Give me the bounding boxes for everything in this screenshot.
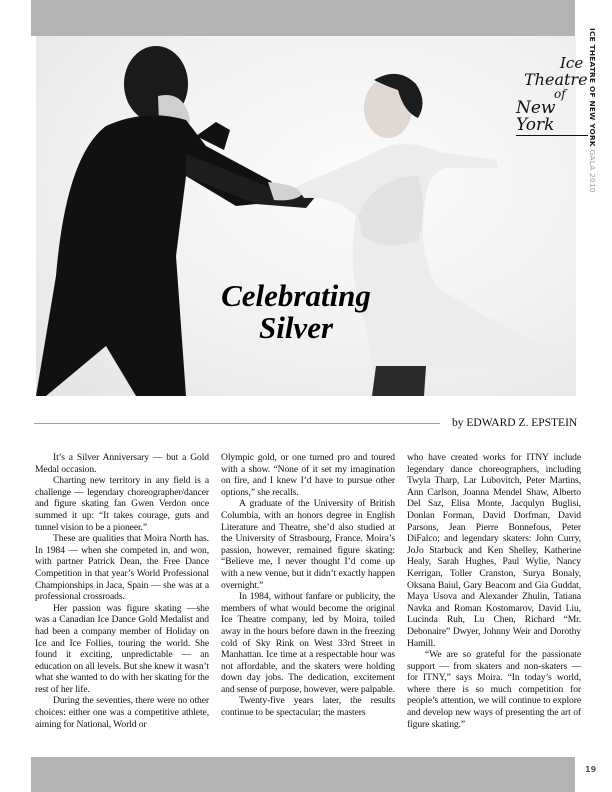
logo-word-ice: Ice [560, 54, 584, 72]
paragraph: During the seventies, there were no other choices: either one was a competitive athlete, aiming for National, World or [35, 695, 209, 730]
running-header-event: GALA 2010 [588, 149, 597, 193]
paragraph: “We are so grateful for the passionate support — from skaters and non-skaters — for ITNY,” says Moira. “In today’s world, where there is so much competition for people’s attention, we will continue to explore and develop new ways of presenting the art of figure skating.” [407, 649, 581, 730]
byline-rule [34, 423, 440, 424]
logo-word-new-york: New York [516, 100, 588, 136]
logo-word-of: of [554, 87, 566, 101]
running-header-text [588, 28, 597, 193]
male-arm [186, 154, 316, 208]
paragraph: It’s a Silver Anniversary — but a Gold Medal occasion. [35, 452, 209, 475]
article-column-2 [221, 452, 395, 719]
top-gray-band [31, 0, 575, 36]
paragraph: In 1984, without fanfare or publicity, the members of what would become the original Ice Theatre company, led by Moira, toiled away in the hours before dawn in the freezing cold of Sky Rink on West 33rd Street in Manhattan. Ice time at a respectable hour was not affordable, and the skaters were holding down day jobs. The dedication, excitement and sense of purpose, however, were palpable. [221, 591, 395, 695]
paragraph: Charting new territory in any field is a challenge — legendary choreographer/dancer and figure skating fan Gwen Verdon once summed it up: “It takes courage, guts and tunnel vision to be a pioneer.” [35, 475, 209, 533]
running-header-org: ICE THEATRE OF NEW YORK [588, 28, 597, 147]
paragraph-continuation: Olympic gold, or one turned pro and toured with a show. “None of it set my imagination on fire, and I knew I’d have to pursue other options,” she recalls. [221, 452, 395, 498]
headline-line-2: Silver [258, 310, 334, 345]
paragraph: Twenty-five years later, the results continue to be spectacular; the masters [221, 695, 395, 719]
article-headline [186, 280, 406, 344]
headline-line-1: Celebrating [221, 278, 371, 313]
paragraph: Her passion was figure skating —she was a Canadian Ice Dance Gold Medalist and had been a company member of Holiday on Ice and Ice Follies, touring the world. She found it exciting, unpredictable — an education on all levels. But she knew it wasn’t what she wanted to do with her skating for the rest of her life. [35, 602, 209, 695]
byline: by EDWARD Z. EPSTEIN [452, 417, 578, 429]
article-column-3 [407, 452, 581, 730]
bottom-gray-band [31, 757, 575, 792]
paragraph-continuation: who have created works for ITNY include legendary dance choreographers, including Twyla Tharp, Lar Lubovitch, Peter Martins, Ann Carlson, Joanna Mendel Shaw, Alberto Del Saz, Elisa Monte, Jacqulyn Buglisi, Donlan Forman, David Dorfman, David Parsons, Jean Pierre Bonnefous, Peter DiFalco; and legendary skaters: John Curry, JoJo Starbuck and Ken Shelley, Katherine Healy, Sarah Hughes, Paul Wylie, Nancy Kerrigan, Toller Cranston, Surya Bonaly, Oksana Baiul, Gary Beacom and Gia Guddat, Maya Usova and Alexander Zhulin, Tatiana Navka and Roman Kostomarov, David Liu, Lucinda Ruh, Lu Chen, Richard “Mr. Debonaire” Dwyer, Johnny Weir and Dorothy Hamill. [407, 452, 581, 649]
paragraph: These are qualities that Moira North has. In 1984 — when she competed in, and won, with partner Patrick Dean, the Free Dance Competition in that year’s World Professional Championships in Jaca, Spain — she was at a professional crossroads. [35, 533, 209, 603]
ice-theatre-logo [508, 54, 588, 135]
page-number: 19 [585, 765, 597, 774]
article-column-1 [35, 452, 209, 730]
hero-photo [36, 36, 588, 396]
logo-word-theatre: Theatre [524, 70, 588, 89]
paragraph: A graduate of the University of British Columbia, with an honors degree in English Literature and Theatre, she’d also studied at the University of Strasbourg, France. Moira’s passion, however, remained figure skating: “Believe me, I never thought I’d come up with a new venue, but it didn’t exactly happen overnight.” [221, 498, 395, 591]
